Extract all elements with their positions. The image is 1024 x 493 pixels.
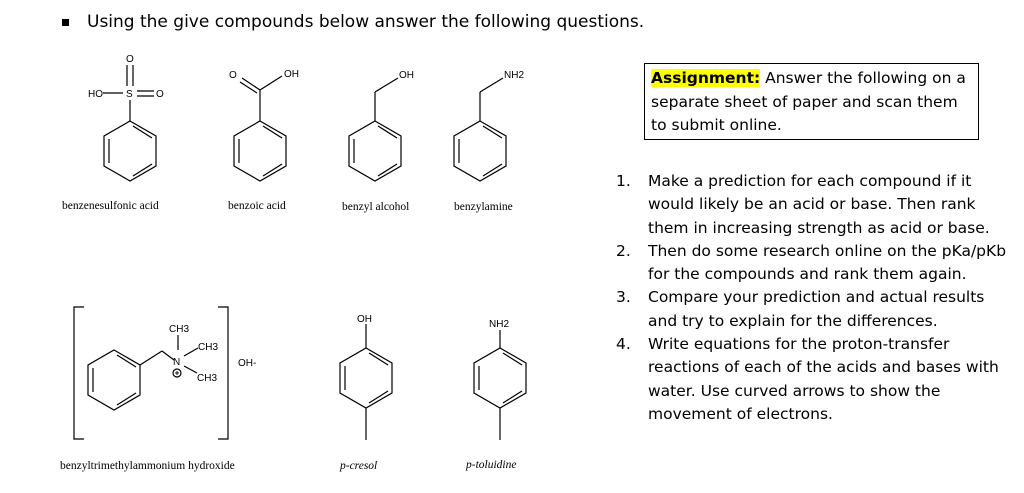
label-p-toluidine: p-toluidine — [466, 459, 517, 471]
question-item — [616, 240, 1016, 287]
benzene-ring — [88, 350, 140, 410]
question-number: 1. — [616, 172, 631, 190]
assignment-title: Assignment: — [651, 69, 761, 87]
label-p-cresol: p-cresol — [340, 460, 378, 472]
benzyltrimethylammonium-hydroxide-structure — [74, 307, 256, 439]
benzene-ring — [340, 348, 392, 408]
benzyl-alcohol-structure — [349, 70, 414, 181]
o-top-label: O — [126, 54, 134, 65]
benzoic-acid-structure — [229, 69, 299, 181]
question-text: Make a prediction for each compound if it would likely be an acid or base. Then rank them in increasing strength as acid or base. — [648, 172, 990, 237]
o-right-label: O — [156, 89, 164, 100]
benzene-ring — [234, 121, 286, 181]
oh-label: OH — [357, 314, 372, 325]
label-benzylamine: benzylamine — [454, 201, 513, 213]
label-benzoic-acid: benzoic acid — [228, 200, 286, 212]
ch3-top-label: CH3 — [169, 324, 190, 335]
benzene-ring — [104, 121, 156, 181]
question-text: Write equations for the proton-transfer reactions of each of the acids and bases with water. Use curved arrows to show the movement of electrons. — [648, 335, 999, 423]
o-label: O — [229, 70, 237, 81]
question-number: 3. — [616, 288, 631, 307]
oh-label: OH — [284, 69, 299, 80]
label-benzenesulfonic-acid: benzenesulfonic acid — [62, 200, 159, 212]
header-text: Using the give compounds below answer the following questions. — [87, 12, 645, 32]
assignment-text: Answer the following on a separate sheet of paper and scan them to submit online. — [651, 69, 966, 134]
benzene-ring — [454, 121, 506, 181]
question-item — [616, 286, 1016, 333]
p-toluidine-structure — [474, 319, 526, 440]
hydroxide-label: OH- — [238, 358, 257, 369]
n-label: N — [173, 357, 181, 368]
ch3-bottom-label: CH3 — [197, 373, 218, 384]
benzene-ring — [474, 348, 526, 408]
question-item — [616, 170, 1016, 240]
s-label: S — [126, 89, 133, 100]
oh-label: OH — [399, 70, 414, 81]
question-number: 2. — [616, 241, 631, 260]
question-list — [616, 170, 1016, 426]
left-bracket — [74, 307, 84, 439]
label-benzyl-alcohol: benzyl alcohol — [342, 201, 410, 213]
ho-label: HO — [88, 89, 103, 100]
nh2-label: NH2 — [504, 70, 525, 81]
nh2-label: NH2 — [489, 319, 510, 330]
question-item — [616, 333, 1016, 426]
benzylamine-structure — [454, 70, 524, 181]
benzene-ring — [349, 121, 401, 181]
question-number: 4. — [616, 335, 631, 354]
right-bracket — [218, 307, 228, 439]
ch3-right-label: CH3 — [198, 342, 219, 353]
label-benzyltrimethylammonium-hydroxide: benzyltrimethylammonium hydroxide — [60, 460, 235, 472]
assignment-box — [644, 63, 979, 140]
question-text: Then do some research online on the pKa/pKb for the compounds and rank them again. — [648, 241, 1007, 284]
benzenesulfonic-acid-structure — [88, 54, 164, 181]
p-cresol-structure — [340, 314, 392, 440]
question-text: Compare your prediction and actual results and try to explain for the differences. — [648, 288, 985, 330]
